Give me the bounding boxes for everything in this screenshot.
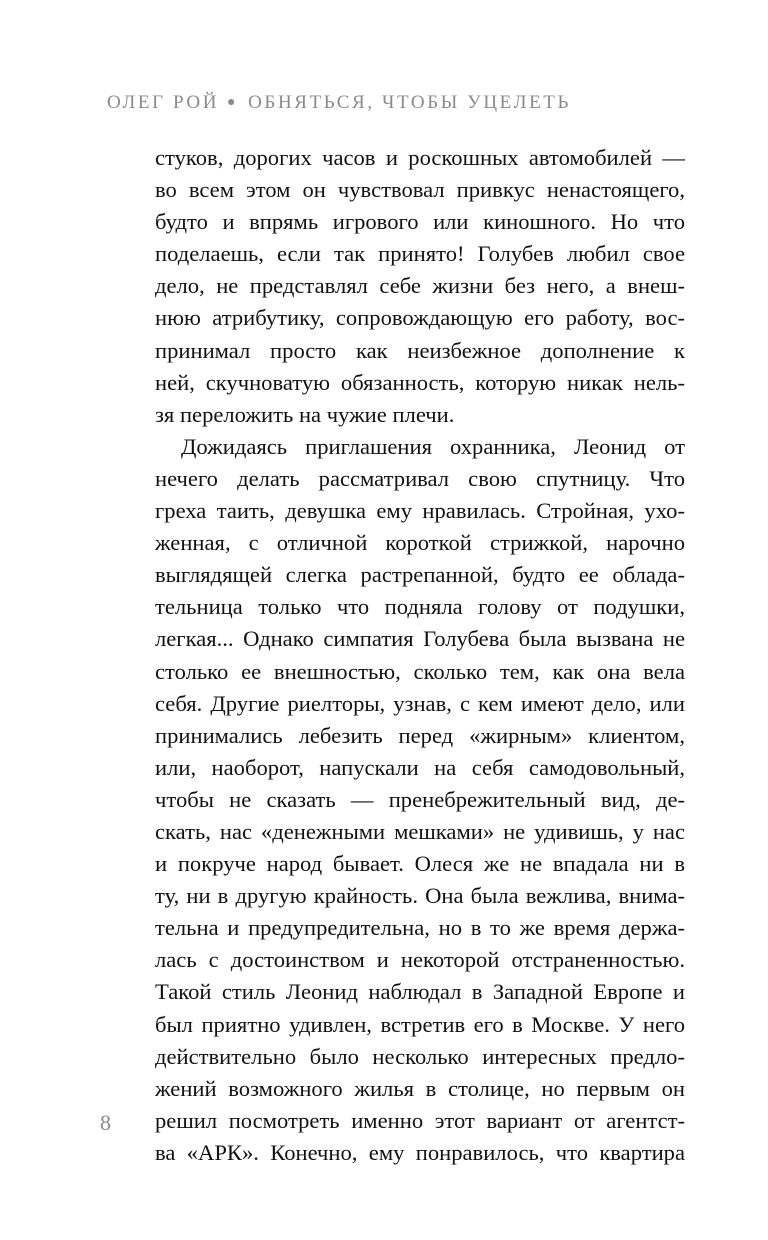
text-line: легкая... Однако симпатия Голубева была вызвана не [155, 626, 685, 652]
text-line: принимал просто как неизбежное дополнение к [155, 337, 685, 363]
text-line: Дожидаясь приглашения охранника, Леонид от [181, 433, 685, 459]
text-line: решил посмотреть именно этот вариант от агентст- [155, 1107, 685, 1133]
body-text [155, 142, 685, 1169]
text-line: себя. Другие риелторы, узнав, с кем имеют дело, или [155, 690, 685, 716]
text-line: стуков, дорогих часов и роскошных автомобилей — [155, 145, 685, 170]
text-line: нечего делать рассматривал свою спутницу. Что [155, 465, 685, 491]
page-number: 8 [100, 1110, 111, 1135]
text-line: Такой стиль Леонид наблюдал в Западной Европе и [155, 979, 685, 1005]
running-head-title: ОБНЯТЬСЯ, ЧТОБЫ УЦЕЛЕТЬ [248, 92, 572, 113]
text-line: зя переложить на чужие плечи. [155, 401, 455, 427]
text-line: принимались лебезить перед «жирным» клиентом, [155, 722, 685, 748]
text-line: скать, нас «денежными мешками» не удивишь, у нас [155, 818, 685, 844]
text-line: дело, не представлял себе жизни без него, а внеш- [155, 273, 685, 299]
text-line: лась с достоинством и некоторой отстраненностью. [155, 947, 685, 973]
text-line: столько ее внешностью, сколько тем, как она вела [155, 658, 685, 684]
text-line: греха таить, девушка ему нравилась. Стройная, ухо- [155, 498, 685, 524]
text-line: поделаешь, если так принято! Голубев любил свое [155, 241, 685, 267]
text-line: будто и впрямь игрового или киношного. Но что [155, 209, 685, 235]
text-line: ту, ни в другую крайность. Она была вежлива, внима- [155, 883, 685, 909]
text-line: ва «АРК». Конечно, ему понравилось, что квартира [155, 1139, 685, 1165]
running-head-separator: ● [227, 95, 239, 110]
text-line: тельница только что подняла голову от подушки, [155, 594, 685, 620]
running-head-author: ОЛЕГ РОЙ [107, 92, 220, 113]
text-line: жений возможного жилья в столице, но первым он [155, 1075, 685, 1101]
text-line: или, наоборот, напускали на себя самодовольный, [155, 754, 685, 780]
text-line: во всем этом он чувствовал привкус ненастоящего, [155, 177, 685, 203]
text-line: ней, скучноватую обязанность, которую никак нель- [155, 369, 685, 395]
text-line: был приятно удивлен, встретив его в Москве. У него [155, 1011, 685, 1037]
paragraph-1 [155, 142, 685, 431]
paragraph-2 [155, 431, 685, 1169]
text-line: женная, с отличной короткой стрижкой, нарочно [155, 530, 685, 556]
text-line: и покруче народ бывает. Олеся же не впадала ни в [155, 851, 685, 877]
text-line: чтобы не сказать — пренебрежительный вид, де- [155, 786, 685, 812]
text-line: тельна и предупредительна, но в то же время держа- [155, 915, 685, 941]
text-line: нюю атрибутику, сопровождающую его работу, вос- [155, 305, 685, 331]
text-line: выглядящей слегка растрепанной, будто ее облада- [155, 562, 685, 588]
running-head [107, 92, 667, 114]
text-line: действительно было несколько интересных предло- [155, 1043, 685, 1069]
